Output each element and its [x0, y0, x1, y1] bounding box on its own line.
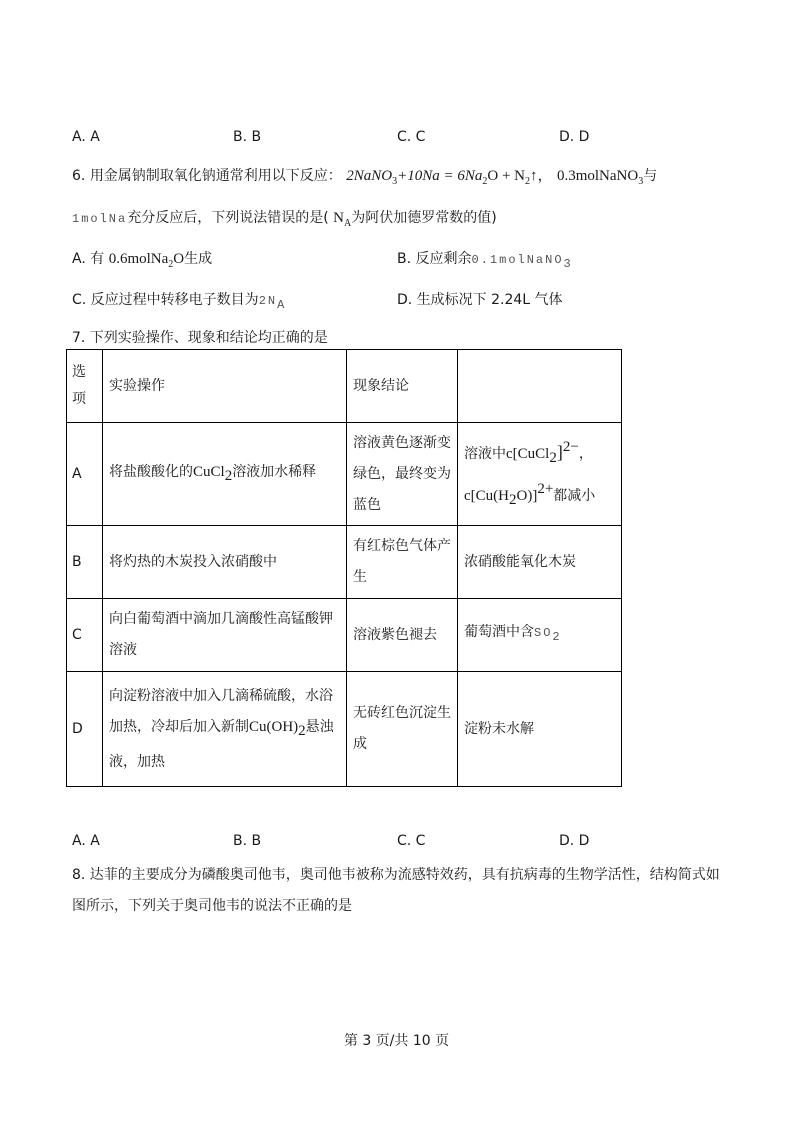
q6-option-a: A. 有 0.6molNa$_2$O生成 [72, 251, 213, 270]
q6-line2-text: 充分反应后，下列说法错误的是( [127, 210, 329, 226]
row-b-option: B [67, 526, 103, 599]
q6-option-b: B. 反应剩余0.1molNaNO3 [397, 251, 573, 271]
q7-option-a: A. A [72, 833, 100, 849]
table-row [67, 526, 622, 599]
row-d-option: D [67, 672, 103, 787]
q6-and: 与 [643, 168, 658, 184]
row-a-phenomenon: 溶液黄色逐渐变绿色，最终变为蓝色 [347, 423, 458, 526]
table-row [67, 672, 622, 787]
q6-number: 6. [72, 168, 86, 184]
row-c-conclusion: 葡萄酒中含SO2 [458, 599, 622, 672]
q6-line1 [72, 164, 657, 187]
row-b-conclusion: 浓硝酸能氧化木炭 [458, 526, 622, 599]
q6-na-amount: 1molNa [72, 212, 128, 226]
row-c-phenomenon: 溶液紫色褪去 [347, 599, 458, 672]
table-row [67, 423, 622, 526]
table-row [67, 599, 622, 672]
header-operation: 实验操作 [103, 350, 347, 423]
q6-option-c: C. 反应过程中转移电子数目为2NA [72, 292, 287, 312]
q6-line2 [72, 207, 497, 229]
q7-option-b: B. B [233, 833, 262, 849]
q7-table [66, 349, 622, 787]
header-phenomenon: 现象结论 [347, 350, 458, 423]
table-header-row [67, 350, 622, 423]
q6-intro: 用金属钠制取氧化钠通常利用以下反应： [89, 168, 342, 184]
q6-option-d: D. 生成标况下 2.24L 气体 [397, 292, 563, 308]
row-b-phenomenon: 有红棕色气体产生 [347, 526, 458, 599]
row-a-operation: 将盐酸酸化的CuCl2溶液加水稀释 [103, 423, 347, 526]
q5-option-a: A. A [72, 129, 100, 145]
row-b-operation: 将灼热的木炭投入浓硝酸中 [103, 526, 347, 599]
row-c-option: C [67, 599, 103, 672]
page-footer: 第 3 页/共 10 页 [343, 1033, 450, 1049]
q8-line1: 8. 达菲的主要成分为磷酸奥司他韦，奥司他韦被称为流感特效药，具有抗病毒的生物学活性，结构简式如 [72, 867, 720, 883]
row-a-option: A [67, 423, 103, 526]
row-d-conclusion: 淀粉未水解 [458, 672, 622, 787]
q5-option-c: C. C [397, 129, 426, 145]
q6-equation: 2NaNO$_3$+10Na = $6Na_2O + N_2$ [346, 168, 530, 187]
q6-line2-end: 为阿伏加德罗常数的值) [351, 210, 497, 226]
row-d-phenomenon: 无砖红色沉淀生成 [347, 672, 458, 787]
q6-avogadro: $N_A$ [333, 210, 352, 229]
q8-line2: 图所示，下列关于奥司他韦的说法不正确的是 [72, 898, 352, 914]
header-option: 选项 [67, 350, 103, 423]
row-d-operation: 向淀粉溶液中加入几滴稀硫酸，水浴加热，冷却后加入新制Cu(OH)2悬浊液，加热 [103, 672, 347, 787]
q6-amount: 0.3molNaNO$_3$ [556, 168, 644, 187]
q5-option-b: B. B [233, 129, 262, 145]
q7-title: 7. 下列实验操作、现象和结论均正确的是 [72, 330, 328, 346]
row-c-operation: 向白葡萄酒中滴加几滴酸性高锰酸钾溶液 [103, 599, 347, 672]
row-a-conclusion: 溶液中c[CuCl2]2−， c[Cu(H2O)]2+都减小 [458, 423, 622, 526]
header-blank [458, 350, 622, 423]
q7-option-d: D. D [559, 833, 590, 849]
q6-gas-arrow: ↑， [530, 168, 553, 184]
q7-option-c: C. C [397, 833, 426, 849]
q5-option-d: D. D [559, 129, 590, 145]
